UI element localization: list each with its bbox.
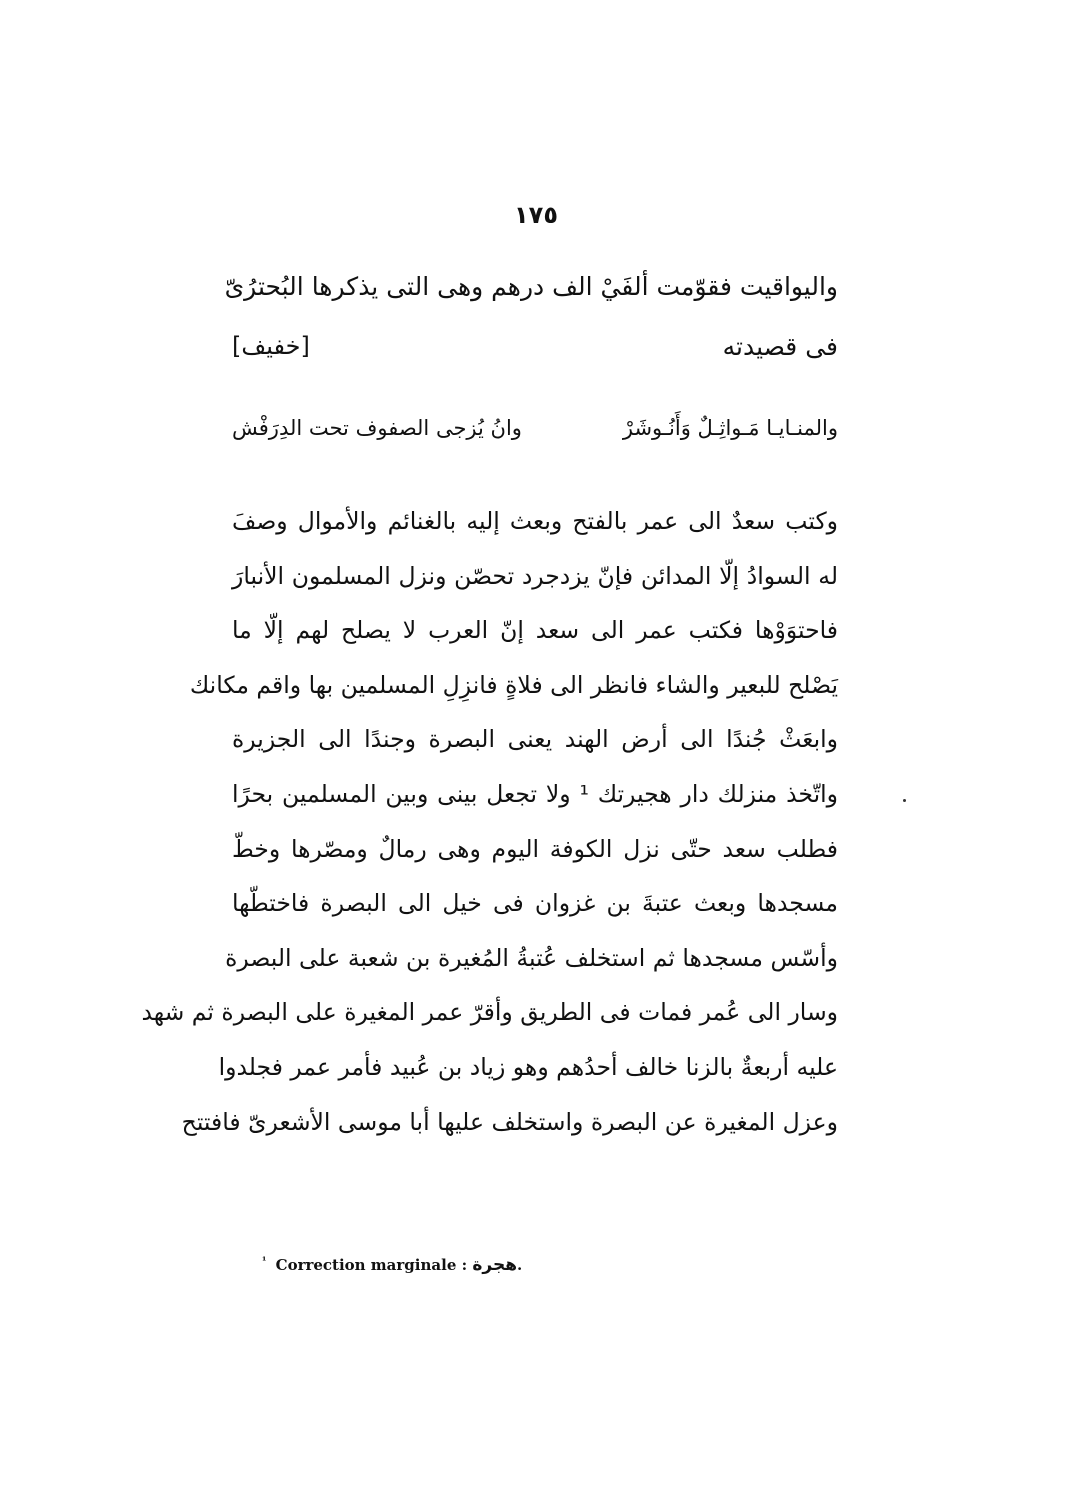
main-paragraph — [141, 496, 838, 1151]
page-number: ١٧٥ — [514, 201, 558, 229]
margin-speck — [903, 799, 906, 802]
intro-line-2 — [232, 322, 838, 382]
text-line: واتّخذ منزلك دار هجيرتك ¹ ولا تجعل بينى وبين المسلمين بحرًا — [232, 779, 838, 808]
intro-line-1: واليواقيت فقوّمت ألفَيْ الف درهم وهى التى يذكرها البُحترُىّ — [224, 272, 838, 301]
text-line: له السوادُ إلّا المدائن فإنّ يزدجرد تحصّن ونزل المسلمون الأنبارَ — [232, 561, 838, 590]
footnote-arabic-word: هجرة — [472, 1255, 518, 1275]
text-line: وأسّس مسجدها ثم استخلف عُتبةُ المُغيرة بن شعبة على البصرة — [225, 943, 838, 972]
footnote-label: Correction marginale : — [275, 1256, 468, 1274]
text-line: مسجدها وبعث عتبةَ بن غزوان فى خيل الى البصرة فاختطّها — [232, 889, 838, 918]
intro-line-2-text: فى قصيدته — [722, 332, 838, 361]
verse-hemistich-left: وانُ يُزجى الصفوف تحت الدِرَفْش — [232, 416, 522, 440]
poetry-verse — [232, 408, 838, 448]
text-line: وكتب سعدٌ الى عمر بالفتح وبعث إليه بالغنائم والأموال وصفَ — [232, 507, 838, 535]
text-line: فاحتوَوْها فكتب عمر الى سعد إنّ العرب لا يصلح لهم إلّا ما — [232, 616, 838, 645]
text-line: فطلب سعد حتّى نزل الكوفة اليوم وهى رمالٌ ومصّرها وخطّ — [232, 834, 838, 863]
text-line: عليه أربعةٌ بالزنا خالف أحدُهم وهو زياد بن عُبيد فأمر عمر فجلدوا — [218, 1052, 838, 1081]
meter-label: [خفيف] — [232, 332, 310, 360]
text-line: وعزل المغيرة عن البصرة واستخلف عليها أبا موسى الأشعرىّ فافتتح — [181, 1107, 838, 1136]
intro-paragraph — [224, 262, 838, 382]
footnote-marker: ¹ — [262, 1256, 267, 1267]
footnote-end: . — [517, 1256, 523, 1274]
verse-hemistich-right: والمنـايـا مَـواثِـلٌ وَأَنُـوشَرْ — [622, 416, 838, 440]
text-line: وسار الى عُمر فمات فى الطريق وأقرّ عمر المغيرة على البصرة ثم شهد — [141, 998, 838, 1027]
footnote — [262, 1250, 522, 1277]
text-line: يَصْلح للبعير والشاء فانظر الى فلاةٍ فانزِلِ المسلمين بها واقم مكانك — [189, 670, 838, 699]
text-line: وابعَثْ جُندًا الى أرض الهند يعنى البصرة وجندًا الى الجزيرة — [232, 725, 838, 754]
